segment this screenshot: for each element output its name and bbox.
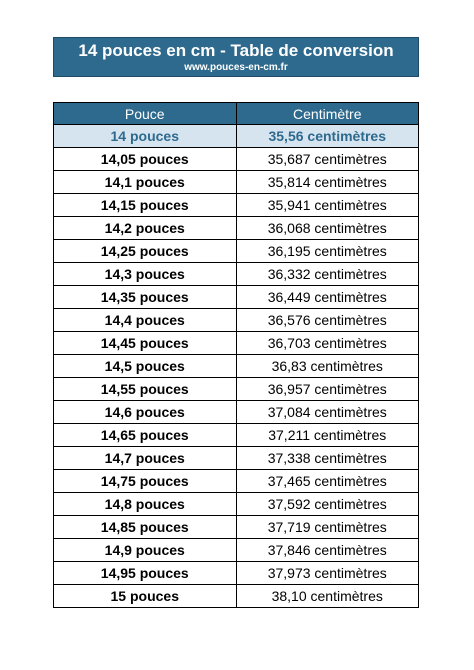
- table-row: [54, 332, 419, 355]
- table-row: [54, 516, 419, 539]
- table-row: [54, 447, 419, 470]
- cm-cell: 37,592 centimètres: [236, 493, 419, 516]
- table-row: [54, 194, 419, 217]
- cm-cell: 35,687 centimètres: [236, 148, 419, 171]
- inch-cell: 14,95 pouces: [54, 562, 237, 585]
- cm-cell: 35,941 centimètres: [236, 194, 419, 217]
- table-row: [54, 286, 419, 309]
- cm-cell: 35,814 centimètres: [236, 171, 419, 194]
- cm-cell: 36,068 centimètres: [236, 217, 419, 240]
- table-row: [54, 217, 419, 240]
- table-row: [54, 493, 419, 516]
- cm-cell: 37,465 centimètres: [236, 470, 419, 493]
- cm-cell: 37,211 centimètres: [236, 424, 419, 447]
- cm-cell: 37,719 centimètres: [236, 516, 419, 539]
- inch-cell: 14,75 pouces: [54, 470, 237, 493]
- table-row: [54, 125, 419, 148]
- table-row: [54, 378, 419, 401]
- inch-cell: 14,5 pouces: [54, 355, 237, 378]
- table-row: [54, 171, 419, 194]
- inch-cell: 14,3 pouces: [54, 263, 237, 286]
- site-url: www.pouces-en-cm.fr: [184, 62, 288, 73]
- table-row: [54, 539, 419, 562]
- cm-cell: 36,83 centimètres: [236, 355, 419, 378]
- table-row: [54, 470, 419, 493]
- inch-cell: 14,2 pouces: [54, 217, 237, 240]
- table-row: [54, 263, 419, 286]
- inch-cell: 14,85 pouces: [54, 516, 237, 539]
- inch-cell: 14 pouces: [54, 125, 237, 148]
- cm-cell: 35,56 centimètres: [236, 125, 419, 148]
- cm-cell: 37,084 centimètres: [236, 401, 419, 424]
- cm-cell: 36,449 centimètres: [236, 286, 419, 309]
- table-row: [54, 424, 419, 447]
- inch-cell: 14,05 pouces: [54, 148, 237, 171]
- cm-cell: 38,10 centimètres: [236, 585, 419, 608]
- column-header-inch: Pouce: [54, 103, 237, 125]
- cm-cell: 37,846 centimètres: [236, 539, 419, 562]
- page-header: [53, 37, 419, 77]
- inch-cell: 15 pouces: [54, 585, 237, 608]
- cm-cell: 36,195 centimètres: [236, 240, 419, 263]
- inch-cell: 14,15 pouces: [54, 194, 237, 217]
- cm-cell: 36,703 centimètres: [236, 332, 419, 355]
- table-row: [54, 401, 419, 424]
- page-title: 14 pouces en cm - Table de conversion: [78, 41, 394, 60]
- conversion-table: [53, 102, 419, 608]
- table-row: [54, 309, 419, 332]
- inch-cell: 14,55 pouces: [54, 378, 237, 401]
- inch-cell: 14,25 pouces: [54, 240, 237, 263]
- cm-cell: 36,332 centimètres: [236, 263, 419, 286]
- table-row: [54, 585, 419, 608]
- table-row: [54, 148, 419, 171]
- table-row: [54, 355, 419, 378]
- inch-cell: 14,35 pouces: [54, 286, 237, 309]
- inch-cell: 14,4 pouces: [54, 309, 237, 332]
- cm-cell: 37,338 centimètres: [236, 447, 419, 470]
- cm-cell: 37,973 centimètres: [236, 562, 419, 585]
- cm-cell: 36,957 centimètres: [236, 378, 419, 401]
- inch-cell: 14,6 pouces: [54, 401, 237, 424]
- inch-cell: 14,45 pouces: [54, 332, 237, 355]
- table-row: [54, 240, 419, 263]
- table-header-row: [54, 103, 419, 125]
- table-row: [54, 562, 419, 585]
- inch-cell: 14,7 pouces: [54, 447, 237, 470]
- column-header-cm: Centimètre: [236, 103, 419, 125]
- inch-cell: 14,9 pouces: [54, 539, 237, 562]
- table-body: [54, 125, 419, 608]
- inch-cell: 14,8 pouces: [54, 493, 237, 516]
- inch-cell: 14,65 pouces: [54, 424, 237, 447]
- inch-cell: 14,1 pouces: [54, 171, 237, 194]
- cm-cell: 36,576 centimètres: [236, 309, 419, 332]
